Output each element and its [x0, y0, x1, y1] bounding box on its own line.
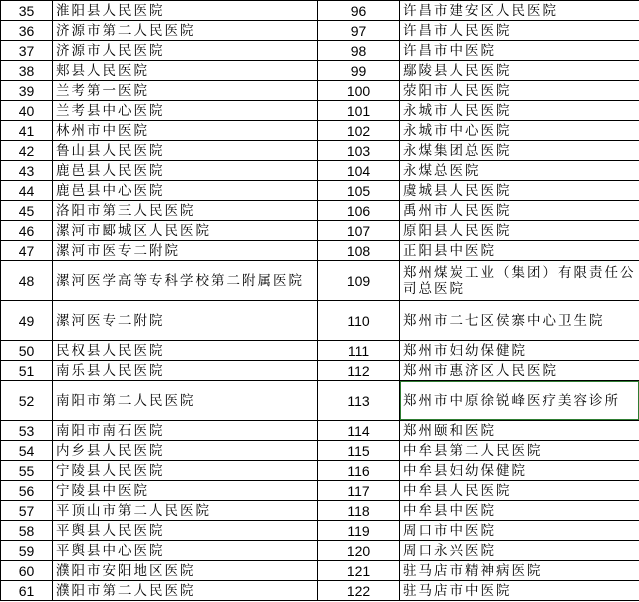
row-number-right[interactable]: 100 — [318, 81, 400, 101]
row-number-left[interactable]: 40 — [1, 101, 53, 121]
row-number-right[interactable]: 122 — [318, 581, 400, 601]
table-row — [1, 181, 639, 201]
hospital-name-left[interactable]: 平顶山市第二人民医院 — [53, 501, 318, 521]
table-row — [1, 521, 639, 541]
hospital-name-left[interactable]: 濮阳市第二人民医院 — [53, 581, 318, 601]
row-number-right[interactable]: 104 — [318, 161, 400, 181]
hospital-name-right[interactable]: 原阳县人民医院 — [400, 221, 639, 241]
hospital-name-left[interactable]: 漯河医专二附院 — [53, 301, 318, 341]
hospital-name-right[interactable]: 郑州煤炭工业（集团）有限责任公司总医院 — [400, 261, 639, 301]
row-number-left[interactable]: 60 — [1, 561, 53, 581]
hospital-name-right[interactable]: 郑州市惠济区人民医院 — [400, 361, 639, 381]
hospital-name-left[interactable]: 兰考第一医院 — [53, 81, 318, 101]
row-number-right[interactable]: 106 — [318, 201, 400, 221]
table-row — [1, 21, 639, 41]
table-row — [1, 461, 639, 481]
hospital-name-right[interactable]: 许昌市中医院 — [400, 41, 639, 61]
hospital-name-left[interactable]: 漯河医学高等专科学校第二附属医院 — [53, 261, 318, 301]
table-row — [1, 41, 639, 61]
hospital-name-left[interactable]: 濮阳市安阳地区医院 — [53, 561, 318, 581]
hospital-name-left[interactable]: 林州市中医院 — [53, 121, 318, 141]
hospital-table-body — [1, 1, 639, 601]
hospital-name-left[interactable]: 民权县人民医院 — [53, 341, 318, 361]
row-number-left[interactable]: 52 — [1, 381, 53, 421]
row-number-left[interactable]: 54 — [1, 441, 53, 461]
table-row — [1, 241, 639, 261]
row-number-right[interactable]: 118 — [318, 501, 400, 521]
table-row — [1, 141, 639, 161]
hospital-name-right[interactable]: 中牟县中医院 — [400, 501, 639, 521]
table-row — [1, 501, 639, 521]
row-number-left[interactable]: 59 — [1, 541, 53, 561]
hospital-name-right[interactable]: 周口永兴医院 — [400, 541, 639, 561]
hospital-name-left[interactable]: 平舆县中心医院 — [53, 541, 318, 561]
hospital-name-left[interactable]: 南阳市南石医院 — [53, 421, 318, 441]
row-number-right[interactable]: 119 — [318, 521, 400, 541]
hospital-name-right[interactable]: 永城市中心医院 — [400, 121, 639, 141]
table-row — [1, 421, 639, 441]
row-number-left[interactable]: 57 — [1, 501, 53, 521]
table-row — [1, 161, 639, 181]
row-number-left[interactable]: 53 — [1, 421, 53, 441]
hospital-name-left[interactable]: 济源市第二人民医院 — [53, 21, 318, 41]
row-number-left[interactable]: 41 — [1, 121, 53, 141]
hospital-name-right[interactable]: 郑州市妇幼保健院 — [400, 341, 639, 361]
row-number-right[interactable]: 99 — [318, 61, 400, 81]
hospital-name-right[interactable]: 鄢陵县人民医院 — [400, 61, 639, 81]
row-number-left[interactable]: 46 — [1, 221, 53, 241]
table-row — [1, 81, 639, 101]
table-row — [1, 301, 639, 341]
hospital-name-right[interactable]: 虞城县人民医院 — [400, 181, 639, 201]
row-number-right[interactable]: 102 — [318, 121, 400, 141]
row-number-left[interactable]: 61 — [1, 581, 53, 601]
table-row — [1, 261, 639, 301]
row-number-right[interactable]: 121 — [318, 561, 400, 581]
row-number-right[interactable]: 112 — [318, 361, 400, 381]
table-row — [1, 481, 639, 501]
hospital-name-left[interactable]: 鹿邑县人民医院 — [53, 161, 318, 181]
row-number-right[interactable]: 97 — [318, 21, 400, 41]
hospital-name-right[interactable]: 中牟县妇幼保健院 — [400, 461, 639, 481]
hospital-name-right[interactable]: 中牟县第二人民医院 — [400, 441, 639, 461]
hospital-name-right[interactable]: 禹州市人民医院 — [400, 201, 639, 221]
row-number-left[interactable]: 51 — [1, 361, 53, 381]
table-row — [1, 101, 639, 121]
hospital-name-right[interactable]: 许昌市建安区人民医院 — [400, 1, 639, 21]
hospital-name-left[interactable]: 内乡县人民医院 — [53, 441, 318, 461]
row-number-left[interactable]: 39 — [1, 81, 53, 101]
table-row — [1, 581, 639, 601]
hospital-name-left[interactable]: 淮阳县人民医院 — [53, 1, 318, 21]
row-number-right[interactable]: 115 — [318, 441, 400, 461]
row-number-right[interactable]: 114 — [318, 421, 400, 441]
row-number-left[interactable]: 42 — [1, 141, 53, 161]
row-number-right[interactable]: 96 — [318, 1, 400, 21]
row-number-right[interactable]: 105 — [318, 181, 400, 201]
hospital-name-right[interactable]: 周口市中医院 — [400, 521, 639, 541]
hospital-name-left[interactable]: 鹿邑县中心医院 — [53, 181, 318, 201]
row-number-left[interactable]: 37 — [1, 41, 53, 61]
hospital-name-left[interactable]: 漯河市郾城区人民医院 — [53, 221, 318, 241]
hospital-name-right[interactable]: 驻马店市精神病医院 — [400, 561, 639, 581]
row-number-right[interactable]: 101 — [318, 101, 400, 121]
hospital-name-right[interactable]: 永煤总医院 — [400, 161, 639, 181]
row-number-left[interactable]: 47 — [1, 241, 53, 261]
hospital-name-right[interactable]: 永煤集团总医院 — [400, 141, 639, 161]
table-row — [1, 381, 639, 421]
hospital-name-left[interactable]: 宁陵县人民医院 — [53, 461, 318, 481]
row-number-left[interactable]: 35 — [1, 1, 53, 21]
row-number-left[interactable]: 55 — [1, 461, 53, 481]
row-number-right[interactable]: 109 — [318, 261, 400, 301]
row-number-left[interactable]: 38 — [1, 61, 53, 81]
hospital-name-left[interactable]: 南乐县人民医院 — [53, 361, 318, 381]
table-row — [1, 341, 639, 361]
hospital-name-right[interactable]: 郑州市二七区侯寨中心卫生院 — [400, 301, 639, 341]
row-number-right[interactable]: 108 — [318, 241, 400, 261]
hospital-name-left[interactable]: 南阳市第二人民医院 — [53, 381, 318, 421]
table-row — [1, 121, 639, 141]
hospital-name-left[interactable]: 平舆县人民医院 — [53, 521, 318, 541]
hospital-name-right[interactable]: 许昌市人民医院 — [400, 21, 639, 41]
hospital-name-left[interactable]: 漯河市医专二附院 — [53, 241, 318, 261]
hospital-name-right[interactable]: 正阳县中医院 — [400, 241, 639, 261]
row-number-right[interactable]: 98 — [318, 41, 400, 61]
hospital-name-left[interactable]: 郏县人民医院 — [53, 61, 318, 81]
hospital-name-left[interactable]: 洛阳市第三人民医院 — [53, 201, 318, 221]
hospital-name-right[interactable]: 郑州颐和医院 — [400, 421, 639, 441]
table-row — [1, 361, 639, 381]
row-number-left[interactable]: 50 — [1, 341, 53, 361]
table-row — [1, 201, 639, 221]
hospital-name-right[interactable]: 永城市人民医院 — [400, 101, 639, 121]
row-number-left[interactable]: 44 — [1, 181, 53, 201]
hospital-name-left[interactable]: 宁陵县中医院 — [53, 481, 318, 501]
table-row — [1, 561, 639, 581]
row-number-right[interactable]: 116 — [318, 461, 400, 481]
hospital-name-left[interactable]: 兰考县中心医院 — [53, 101, 318, 121]
table-row — [1, 1, 639, 21]
hospital-name-right[interactable]: 郑州市中原徐锐峰医疗美容诊所 — [400, 381, 639, 421]
table-row — [1, 221, 639, 241]
hospital-name-right[interactable]: 荥阳市人民医院 — [400, 81, 639, 101]
row-number-right[interactable]: 103 — [318, 141, 400, 161]
row-number-left[interactable]: 56 — [1, 481, 53, 501]
hospital-name-right[interactable]: 驻马店市中医院 — [400, 581, 639, 601]
row-number-right[interactable]: 113 — [318, 381, 400, 421]
row-number-left[interactable]: 45 — [1, 201, 53, 221]
row-number-right[interactable]: 110 — [318, 301, 400, 341]
row-number-right[interactable]: 117 — [318, 481, 400, 501]
hospital-name-left[interactable]: 济源市人民医院 — [53, 41, 318, 61]
row-number-right[interactable]: 111 — [318, 341, 400, 361]
table-row — [1, 441, 639, 461]
hospital-name-left[interactable]: 鲁山县人民医院 — [53, 141, 318, 161]
row-number-left[interactable]: 49 — [1, 301, 53, 341]
row-number-left[interactable]: 58 — [1, 521, 53, 541]
row-number-right[interactable]: 107 — [318, 221, 400, 241]
table-row — [1, 61, 639, 81]
row-number-left[interactable]: 43 — [1, 161, 53, 181]
row-number-right[interactable]: 120 — [318, 541, 400, 561]
hospital-name-right[interactable]: 中牟县人民医院 — [400, 481, 639, 501]
table-row — [1, 541, 639, 561]
row-number-left[interactable]: 48 — [1, 261, 53, 301]
row-number-left[interactable]: 36 — [1, 21, 53, 41]
